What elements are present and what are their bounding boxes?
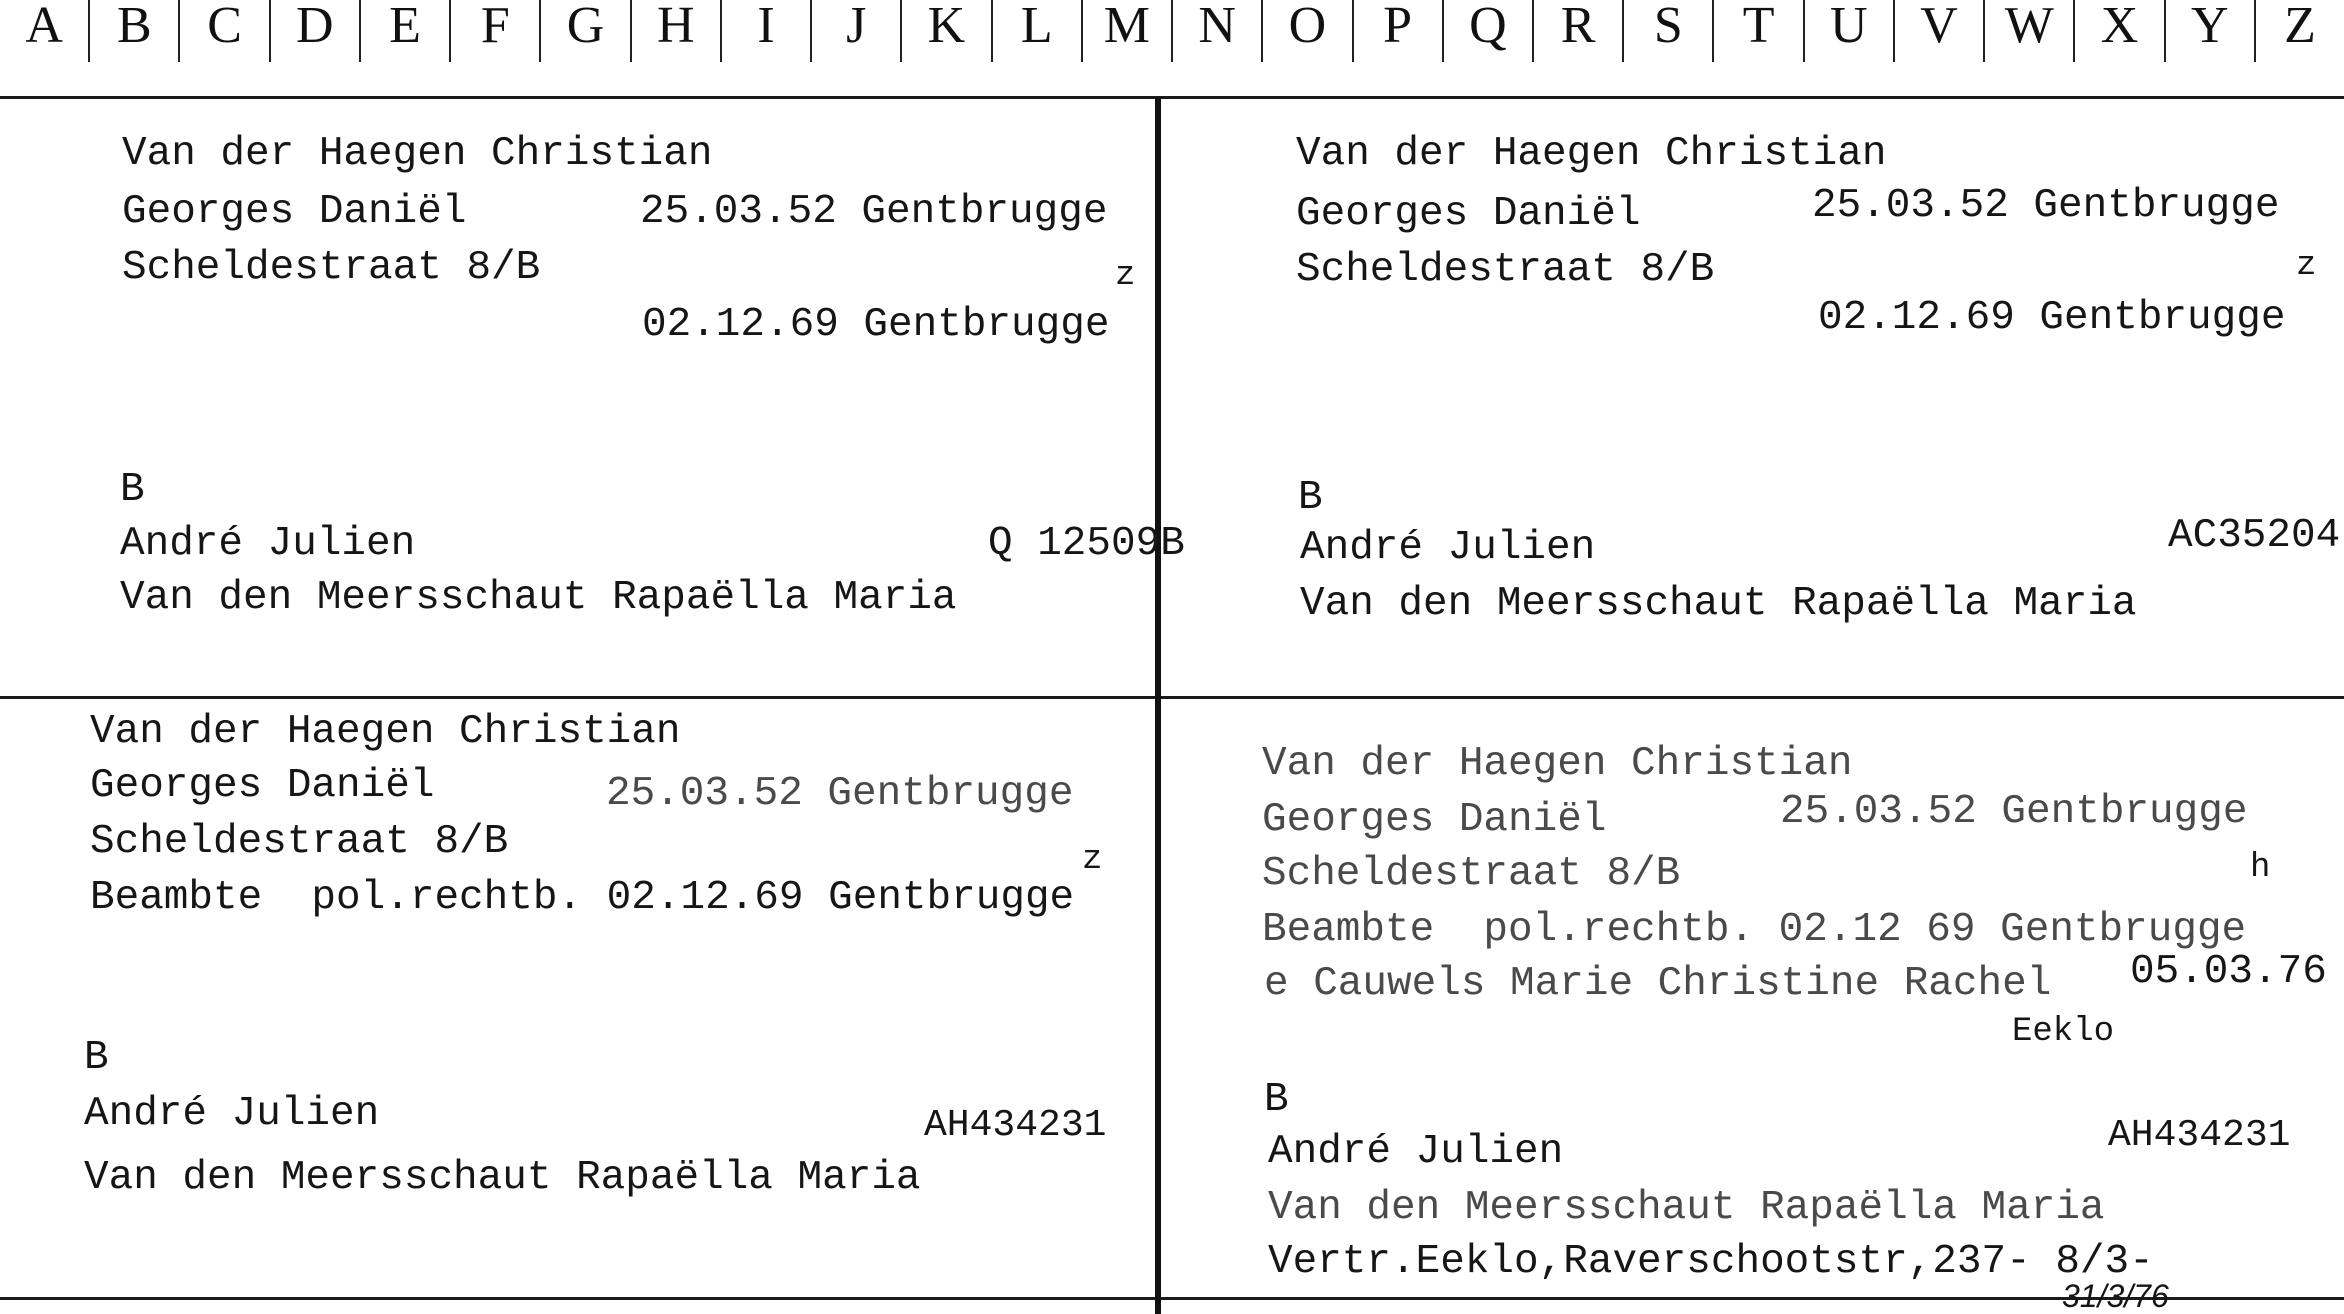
card-father: André Julien xyxy=(120,521,416,567)
card-birth: 25.03.52 Gentbrugge xyxy=(640,189,1108,235)
card-marker: h xyxy=(2250,849,2271,887)
index-letter-x: X xyxy=(2075,0,2165,62)
index-letter-j: J xyxy=(812,0,902,62)
index-letter-w: W xyxy=(1985,0,2075,62)
index-letter-l: L xyxy=(993,0,1083,62)
card-doc-number: AC35204 xyxy=(2168,513,2341,559)
card-mother: Van den Meersschaut Rapaëlla Maria xyxy=(120,575,957,621)
card-given-names: Georges Daniël xyxy=(122,189,467,235)
card-spouse-place: Eeklo xyxy=(2012,1013,2115,1051)
index-letter-r: R xyxy=(1534,0,1624,62)
card-marker: z xyxy=(1082,841,1103,879)
card-given-names: Georges Daniël xyxy=(1262,797,1607,843)
index-letter-h: H xyxy=(632,0,722,62)
card-doc-number: AH434231 xyxy=(2108,1114,2291,1157)
card-marker: z xyxy=(2296,247,2317,285)
card-father: André Julien xyxy=(84,1091,380,1137)
index-letter-g: G xyxy=(541,0,631,62)
index-letter-a: A xyxy=(0,0,90,62)
card-birth: 25.03.52 Gentbrugge xyxy=(1812,183,2280,229)
card-name: Van der Haegen Christian xyxy=(122,131,713,177)
card-occupation: Beambte pol.rechtb. 02.12 69 Gentbrugge xyxy=(1262,907,2247,953)
card-date2: 02.12.69 Gentbrugge xyxy=(1818,295,2286,341)
card-street: Scheldestraat 8/B xyxy=(122,245,541,291)
card-mother: Van den Meersschaut Rapaëlla Maria xyxy=(1300,581,2137,627)
card-street: Scheldestraat 8/B xyxy=(90,819,509,865)
card-birth: 25.03.52 Gentbrugge xyxy=(1780,789,2248,835)
index-letter-t: T xyxy=(1714,0,1804,62)
index-letter-n: N xyxy=(1173,0,1263,62)
middle-rule xyxy=(0,696,2344,699)
card-doc-number: AH434231 xyxy=(924,1104,1107,1147)
header-rule xyxy=(0,96,2344,99)
index-letter-i: I xyxy=(722,0,812,62)
card-mother: Van den Meersschaut Rapaëlla Maria xyxy=(1268,1185,2105,1231)
index-letter-z: Z xyxy=(2284,0,2316,54)
index-letter-k: K xyxy=(902,0,992,62)
index-letter-v: V xyxy=(1895,0,1985,62)
card-spouse: e Cauwels Marie Christine Rachel xyxy=(1264,961,2052,1007)
index-letter-s: S xyxy=(1624,0,1714,62)
index-letter-f: F xyxy=(451,0,541,62)
card-name: Van der Haegen Christian xyxy=(1262,741,1853,787)
alphabet-index xyxy=(0,0,2344,62)
card-marker: z xyxy=(1115,257,1136,295)
index-letter-b: B xyxy=(90,0,180,62)
index-letter-e: E xyxy=(361,0,451,62)
card-doc-number: Q 12509B xyxy=(988,521,1185,567)
card-code: B xyxy=(84,1035,109,1081)
card-code: B xyxy=(1298,475,1323,521)
card-street: Scheldestraat 8/B xyxy=(1296,247,1715,293)
card-given-names: Georges Daniël xyxy=(90,763,435,809)
card-given-names: Georges Daniël xyxy=(1296,191,1641,237)
index-letter-d: D xyxy=(271,0,361,62)
index-letter-q: Q xyxy=(1444,0,1534,62)
card-father: André Julien xyxy=(1268,1129,1564,1175)
card-spouse-date: 05.03.76 xyxy=(2130,949,2327,995)
index-letter-o: O xyxy=(1263,0,1353,62)
index-letter-y: Y xyxy=(2166,0,2256,62)
bottom-rule xyxy=(0,1297,2344,1300)
index-letter-c: C xyxy=(180,0,270,62)
index-letter-u: U xyxy=(1805,0,1895,62)
card-address-2: Vertr.Eeklo,Raverschootstr,237- 8/3- xyxy=(1268,1239,2154,1285)
index-letter-p: P xyxy=(1354,0,1444,62)
card-birth: 25.03.52 Gentbrugge xyxy=(606,771,1074,817)
card-name: Van der Haegen Christian xyxy=(90,709,681,755)
card-street: Scheldestraat 8/B xyxy=(1262,851,1681,897)
card-handwritten-date: 31/3/76 xyxy=(2062,1278,2169,1314)
card-code: B xyxy=(1264,1077,1289,1123)
index-letter-m: M xyxy=(1083,0,1173,62)
card-code: B xyxy=(120,467,145,513)
card-occupation: Beambte pol.rechtb. 02.12.69 Gentbrugge xyxy=(90,875,1075,921)
card-mother: Van den Meersschaut Rapaëlla Maria xyxy=(84,1155,921,1201)
card-name: Van der Haegen Christian xyxy=(1296,131,1887,177)
center-divider xyxy=(1155,98,1161,1314)
card-date2: 02.12.69 Gentbrugge xyxy=(642,302,1110,348)
card-father: André Julien xyxy=(1300,525,1596,571)
